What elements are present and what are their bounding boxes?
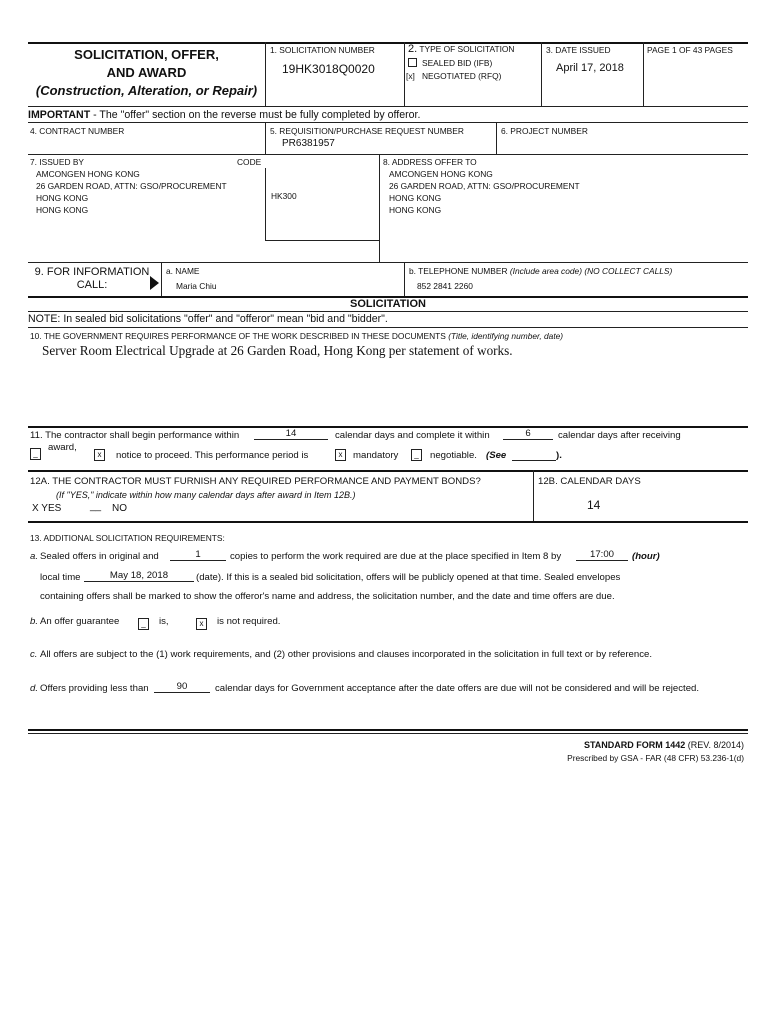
project-number-label: 6. PROJECT NUMBER bbox=[501, 126, 588, 136]
solicitation-number-label: 1. SOLICITATION NUMBER bbox=[270, 45, 375, 55]
item11-text: 11. The contractor shall begin performance within bbox=[30, 430, 240, 441]
item13d-text: Offers providing less than bbox=[40, 683, 149, 694]
negotiated-label: NEGOTIATED (RFQ) bbox=[422, 71, 502, 81]
form-revision: (REV. 8/2014) bbox=[685, 740, 744, 750]
item13a-text: copies to perform the work required are due at the place specified in Item 8 by bbox=[230, 551, 562, 562]
rule bbox=[28, 521, 748, 523]
rule bbox=[28, 122, 748, 123]
date-issued: April 17, 2018 bbox=[556, 62, 624, 74]
item13b-letter: b. bbox=[30, 616, 39, 627]
info-label-line2: CALL: bbox=[76, 279, 108, 291]
address-offer-line: HONG KONG bbox=[389, 205, 442, 215]
issued-by-line: 26 GARDEN ROAD, ATTN: GSO/PROCUREMENT bbox=[36, 181, 227, 191]
important-bold: IMPORTANT bbox=[28, 109, 91, 121]
telephone-number: 852 2841 2260 bbox=[417, 281, 473, 291]
header-divider bbox=[541, 42, 542, 106]
date-issued-label: 3. DATE ISSUED bbox=[546, 45, 611, 55]
row-divider bbox=[404, 262, 405, 296]
code-divider bbox=[265, 168, 266, 240]
code-bottom-rule bbox=[265, 240, 379, 241]
rule bbox=[28, 327, 748, 328]
address-offer-label: 8. ADDRESS OFFER TO bbox=[383, 157, 477, 167]
row-divider bbox=[496, 122, 497, 154]
header-divider bbox=[265, 42, 266, 106]
row-divider bbox=[265, 122, 266, 154]
item13d-text: calendar days for Government acceptance after the date offers are due will not be considered and will be rejected. bbox=[215, 683, 700, 694]
telephone-label bbox=[409, 266, 672, 276]
see-close: ). bbox=[556, 450, 562, 461]
contact-name: Maria Chiu bbox=[176, 281, 217, 291]
arrow-right-icon bbox=[150, 276, 159, 290]
bottom-rule-thin bbox=[28, 733, 748, 734]
item13-label: 13. ADDITIONAL SOLICITATION REQUIREMENTS: bbox=[30, 533, 225, 543]
item10-label-text: 10. THE GOVERNMENT REQUIRES PERFORMANCE OF THE WORK DESCRIBED IN THESE DOCUMENTS bbox=[30, 331, 449, 341]
copies-field[interactable]: 1 bbox=[170, 549, 226, 561]
guarantee-not-required-label: is not required. bbox=[217, 616, 281, 627]
form-title-line3: (Construction, Alteration, or Repair) bbox=[35, 83, 258, 98]
item10-label-italic: (Title, identifying number, date) bbox=[448, 331, 564, 341]
form-name: STANDARD FORM 1442 bbox=[583, 740, 686, 750]
contract-number-label: 4. CONTRACT NUMBER bbox=[30, 126, 125, 136]
item11-text: calendar days after receiving bbox=[558, 430, 681, 441]
negotiable-checkbox[interactable]: _ bbox=[411, 449, 422, 461]
mandatory-checkbox[interactable]: x bbox=[335, 449, 346, 461]
item13a-text: containing offers shall be marked to show the offeror's name and address, the solicitation number, and the date and time offers are due. bbox=[40, 591, 615, 602]
rule bbox=[28, 262, 748, 263]
bottom-rule bbox=[28, 729, 748, 731]
item12b-label: 12B. CALENDAR DAYS bbox=[538, 476, 641, 487]
item12a-note: (If "YES," indicate within how many calendar days after award in Item 12B.) bbox=[56, 490, 356, 500]
row-divider bbox=[379, 154, 380, 262]
bonds-no-mark[interactable]: __ bbox=[90, 501, 102, 512]
page-count: PAGE 1 OF 43 PAGES bbox=[647, 45, 733, 55]
award-label: award, bbox=[48, 442, 77, 453]
type-label-number: 2. bbox=[408, 43, 418, 55]
type-label-text: TYPE OF SOLICITATION bbox=[419, 44, 515, 54]
see-field[interactable] bbox=[512, 460, 556, 461]
ntp-checkbox[interactable]: x bbox=[94, 449, 105, 461]
issued-by-line: HONG KONG bbox=[36, 193, 89, 203]
bonds-yes[interactable]: X YES bbox=[32, 503, 62, 514]
item12a-label: 12A. THE CONTRACTOR MUST FURNISH ANY REQUIRED PERFORMANCE AND PAYMENT BONDS? bbox=[30, 476, 481, 487]
sealed-bid-label: SEALED BID (IFB) bbox=[422, 58, 493, 68]
top-rule bbox=[28, 42, 748, 44]
code-label: CODE bbox=[237, 157, 262, 167]
rule bbox=[28, 470, 748, 472]
issued-by-line: AMCONGEN HONG KONG bbox=[36, 169, 140, 179]
issued-by-line: HONG KONG bbox=[36, 205, 89, 215]
item13a-text: Sealed offers in original and bbox=[40, 551, 159, 562]
hour-label: (hour) bbox=[632, 551, 660, 562]
prescribed-by: Prescribed by GSA - FAR (48 CFR) 53.236-1(d) bbox=[567, 753, 744, 763]
address-offer-line: AMCONGEN HONG KONG bbox=[389, 169, 493, 179]
due-time-field[interactable]: 17:00 bbox=[576, 549, 628, 561]
form-title bbox=[28, 46, 265, 100]
complete-days-field[interactable]: 6 bbox=[503, 428, 553, 440]
info-label-line1: 9. FOR INFORMATION bbox=[34, 266, 150, 278]
issued-by-code: HK300 bbox=[271, 191, 297, 201]
negotiated-checkbox[interactable]: [x] bbox=[406, 71, 415, 81]
mandatory-label: mandatory bbox=[353, 450, 399, 461]
solicitation-number: 19HK3018Q0020 bbox=[282, 62, 375, 76]
row-divider bbox=[161, 262, 162, 296]
item10-label bbox=[30, 331, 563, 341]
item13a-text: (date). If this is a sealed bid solicitation, offers will be publicly opened at that time. Sealed envelopes bbox=[196, 572, 621, 583]
see-label: (See bbox=[486, 450, 507, 461]
item13c-letter: c. bbox=[30, 649, 38, 660]
type-label bbox=[408, 43, 514, 55]
acceptance-days-field[interactable]: 90 bbox=[154, 681, 210, 693]
solicitation-note: NOTE: In sealed bid solicitations "offer" and "offeror" mean "bid and "bidder". bbox=[28, 313, 388, 325]
form-title-line2: AND AWARD bbox=[106, 65, 187, 80]
info-label bbox=[30, 266, 154, 292]
header-divider bbox=[643, 42, 644, 106]
local-time-label: local time bbox=[40, 572, 81, 583]
requisition-number: PR6381957 bbox=[282, 138, 335, 149]
section-heading-solicitation: SOLICITATION bbox=[350, 298, 426, 310]
sealed-bid-checkbox[interactable] bbox=[408, 58, 417, 67]
due-date-field[interactable]: May 18, 2018 bbox=[84, 570, 194, 582]
bonds-no: NO bbox=[112, 503, 127, 514]
telephone-label-italic: (Include area code) (NO COLLECT CALLS) bbox=[509, 266, 673, 276]
important-notice bbox=[28, 109, 420, 121]
item13c-text: All offers are subject to the (1) work requirements, and (2) other provisions and clauses incorporated in the solicitation in full text or by reference. bbox=[40, 649, 652, 660]
row-divider bbox=[533, 470, 534, 521]
calendar-days-value: 14 bbox=[587, 498, 601, 512]
form-title-line1: SOLICITATION, OFFER, bbox=[74, 47, 219, 62]
important-text: - The "offer" section on the reverse must be fully completed by offeror. bbox=[90, 109, 421, 121]
contact-name-label: a. NAME bbox=[166, 266, 200, 276]
form-id bbox=[584, 740, 744, 750]
item11-text: calendar days and complete it within bbox=[335, 430, 490, 441]
rule bbox=[28, 311, 748, 312]
award-checkbox[interactable]: _ bbox=[30, 448, 41, 460]
rule bbox=[28, 426, 748, 428]
guarantee-not-required-checkbox[interactable]: x bbox=[196, 618, 207, 630]
rule bbox=[28, 106, 748, 107]
rule bbox=[28, 154, 748, 155]
item13b-text: An offer guarantee bbox=[40, 616, 120, 627]
header-divider bbox=[404, 42, 405, 106]
negotiable-label: negotiable. bbox=[430, 450, 477, 461]
ntp-label: notice to proceed. This performance period is bbox=[116, 450, 309, 461]
address-offer-line: HONG KONG bbox=[389, 193, 442, 203]
item13d-letter: d. bbox=[30, 683, 39, 694]
issued-by-label: 7. ISSUED BY bbox=[30, 157, 84, 167]
begin-days-field[interactable]: 14 bbox=[254, 428, 328, 440]
guarantee-is-checkbox[interactable]: _ bbox=[138, 618, 149, 630]
telephone-label-text: b. TELEPHONE NUMBER bbox=[409, 266, 510, 276]
address-offer-line: 26 GARDEN ROAD, ATTN: GSO/PROCUREMENT bbox=[389, 181, 580, 191]
work-description: Server Room Electrical Upgrade at 26 Garden Road, Hong Kong per statement of works. bbox=[42, 343, 513, 358]
requisition-label: 5. REQUISITION/PURCHASE REQUEST NUMBER bbox=[270, 126, 464, 136]
item13a-letter: a. bbox=[30, 551, 39, 562]
guarantee-is-label: is, bbox=[159, 616, 169, 627]
